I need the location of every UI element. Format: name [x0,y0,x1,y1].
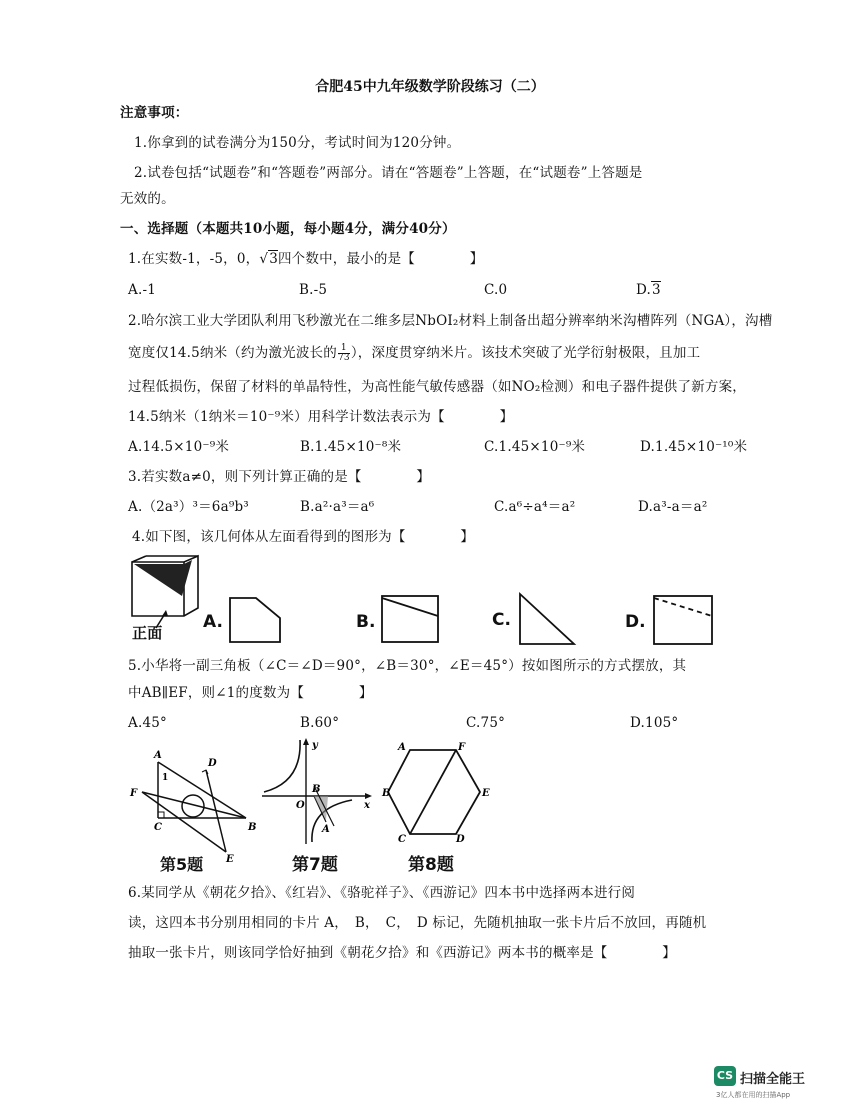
fig5-label-angle-1: 1 [162,773,169,783]
q4-cube-figure [126,552,206,632]
q2-option-d: D.1.45×10⁻¹⁰米 [640,439,748,455]
fig7-label-x: x [364,800,370,811]
fig8-label-d: D [456,834,465,845]
q4-option-a-shape [228,596,284,644]
q2-option-c: C.1.45×10⁻⁹米 [484,439,586,455]
fig5-label-a: A [154,750,162,761]
q4-option-a-label: A. [203,612,223,632]
q3-option-b: B.a²·a³＝a⁶ [300,499,375,515]
q2-option-a: A.14.5×10⁻⁹米 [128,439,230,455]
q1-option-d [636,281,661,299]
figure-7 [256,736,376,848]
fig8-label-f: F [458,742,466,753]
page-title: 合肥45中九年级数学阶段练习（二） [315,79,545,95]
q2-option-b: B.1.45×10⁻⁸米 [300,439,402,455]
q5-option-a: A.45° [128,715,167,731]
section-heading: 一、选择题（本题共10小题，每小题4分，满分40分） [120,221,456,237]
q3-stem: 3.若实数a≠0，则下列计算正确的是【 】 [128,469,431,485]
fig7-label-o: O [296,800,305,811]
q5-line-2: 中AB∥EF，则∠1的度数为【 】 [128,685,373,701]
fig7-label-a: A [322,824,330,835]
q4-option-b-shape [380,594,440,644]
figure-8 [382,742,496,845]
q2-line-3: 过程低损伤，保留了材料的单晶特性，为高性能气敏传感器（如NO₂检测）和电子器件提供了新方案， [128,379,746,395]
camscanner-tagline: 3亿人都在用的扫描App [716,1091,791,1099]
fig7-label-y: y [312,740,318,751]
q4-stem: 4.如下图，该几何体从左面看得到的图形为【 】 [132,529,475,545]
notice-item-2b: 无效的。 [120,191,175,207]
fig8-label-e: E [482,788,490,799]
fig5-label-c: C [154,822,162,833]
camscanner-name: 扫描全能王 [740,1072,806,1087]
notice-heading: 注意事项： [120,105,189,121]
notice-item-1: 1.你拿到的试卷满分为150分，考试时间为120分钟。 [134,135,461,151]
fig8-label-b: B [382,788,391,799]
fig5-label-f: F [130,788,138,799]
q4-option-c-shape [518,592,576,646]
q6-line-2: 读，这四本书分别用相同的卡片 A， B， C， D 标记，先随机抽取一张卡片后不放回，再随机 [128,915,707,931]
q1-stem-root: 3 [269,251,278,267]
fig5-label-e: E [226,854,234,865]
q2-fraction-num: 1 [338,344,350,354]
figure-8-caption: 第8题 [408,855,454,875]
q1-option-d-root: 3 [652,282,661,298]
q2-line-2a: 宽度仅14.5纳米（约为激光波长的 [128,345,337,361]
q4-option-c-label: C. [492,610,511,630]
q5-line-1: 5.小华将一副三角板（∠C＝∠D＝90°，∠B＝30°，∠E＝45°）按如图所示的方式摆放，其 [128,658,687,674]
q1-stem-a: 1.在实数-1，-5，0，√ [128,251,269,267]
q5-option-d: D.105° [630,715,679,731]
figure-7-caption: 第7题 [292,855,338,875]
q1-option-b: B.-5 [299,282,328,298]
fig5-label-b: B [248,822,257,833]
q3-option-a: A.（2a³）³＝6a⁹b³ [128,499,249,515]
camscanner-logo: CS [714,1066,736,1086]
q2-fraction-den: 73 [337,353,350,363]
fig8-label-c: C [398,834,406,845]
figure-5-caption: 第5题 [160,855,204,874]
q1-stem-b: 四个数中，最小的是【 】 [277,251,484,267]
q2-line-1: 2.哈尔滨工业大学团队利用飞秒激光在二维多层NbOI₂材料上制备出超分辨率纳米沟槽阵列（NGA），沟槽 [128,313,773,329]
q3-option-d: D.a³-a＝a² [638,499,708,515]
notice-item-2a: 2.试卷包括“试题卷”和“答题卷”两部分。请在“答题卷”上答题，在“试题卷”上答题是 [134,165,643,181]
fig8-label-a: A [398,742,406,753]
q4-front-label: 正面 [132,624,163,642]
q6-line-1: 6.某同学从《朝花夕拾》、《红岩》、《骆驼祥子》、《西游记》四本书中选择两本进行阅 [128,885,636,901]
q6-line-3: 抽取一张卡片，则该同学恰好抽到《朝花夕拾》和《西游记》两本书的概率是【 】 [128,945,676,961]
q2-line-2b: ），深度贯穿纳米片。该技术突破了光学衍射极限，且加工 [350,345,701,361]
q1-option-d-pre: D. [636,282,652,298]
q2-line-2 [128,344,700,363]
q4-option-d-shape [652,594,714,646]
q4-option-d-label: D. [625,612,646,632]
q1-option-c: C.0 [484,282,508,298]
q1-stem [128,250,483,268]
q5-option-c: C.75° [466,715,506,731]
q2-line-4: 14.5纳米（1纳米＝10⁻⁹米）用科学计数法表示为【 】 [128,409,514,425]
q1-option-a: A.-1 [128,282,156,298]
q5-option-b: B.60° [300,715,340,731]
fig7-label-b: B [312,784,321,795]
figure-5 [128,740,256,865]
q3-option-c: C.a⁶÷a⁴＝a² [494,499,576,515]
fig5-label-d: D [208,758,217,769]
q2-fraction [338,344,350,363]
q4-option-b-label: B. [356,612,376,632]
